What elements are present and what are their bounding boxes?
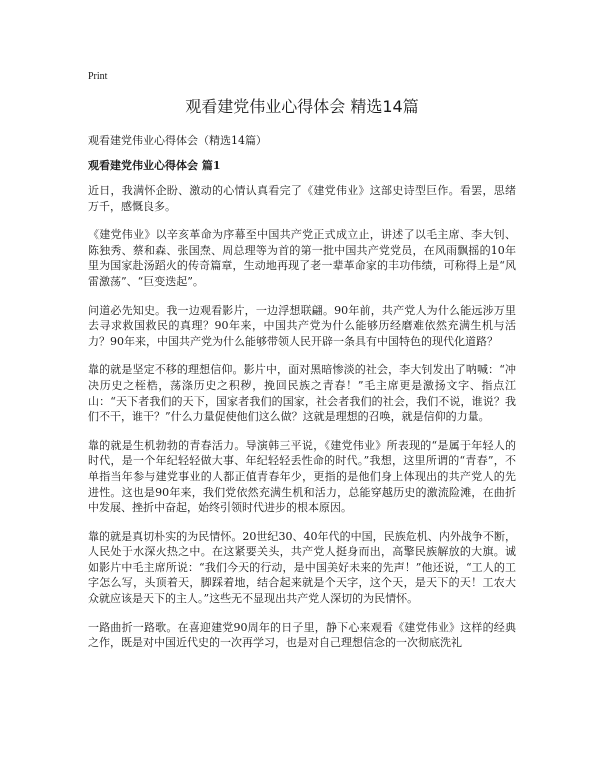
paragraph: 《建党伟业》以辛亥革命为序幕至中国共产党正式成立止，讲述了以毛主席、李大钊、陈独秀、蔡和森、张国焘、周总理等为首的第一批中国共产党党员，在风雨飘摇的10年里为国家赴汤蹈火的传奇篇章，生动地再现了老一辈革命家的丰功伟绩，可称得上是“风雷激荡”、“巨变迭起”。 <box>88 228 516 288</box>
print-label: Print <box>88 71 108 82</box>
document-subtitle: 观看建党伟业心得体会（精选14篇） <box>88 134 267 147</box>
paragraph: 近日，我满怀企盼、激动的心情认真看完了《建党伟业》这部史诗型巨作。看罢，思绪万千，感慨良多。 <box>88 184 516 213</box>
paragraph: 靠的就是生机勃勃的青春活力。导演韩三平说，《建党伟业》所表现的“是属于年轻人的时代，是一个年纪轻轻做大事、年纪轻轻丢性命的时代。”我想，这里所谓的“青春”，不单指当年参与建党事业的人都正值青春年少，更指的是他们身上体现出的共产党人的先进性。这也是90年来，我们党依然充满生机和活力，总能穿越历史的激流险滩，在曲折中发展、挫折中奋起，始终引领时代进步的根本原因。 <box>88 438 516 515</box>
paragraph: 靠的就是真切朴实的为民情怀。20世纪30、40年代的中国，民族危机、内外战争不断，人民处于水深火热之中。在这紧要关头，共产党人挺身而出，高擎民族解放的大旗。诚如影片中毛主席所说：“我们今天的行动，是中国美好未来的先声！”他还说，“工人的工字怎么写，头顶着天，脚踩着地，结合起来就是个天字，这个天，是天下的天！工农大众就应该是天下的主人。”这些无不显现出共产党人深切的为民情怀。 <box>88 529 516 606</box>
paragraph: 一路曲折一路歌。在喜迎建党90周年的日子里，静下心来观看《建党伟业》这样的经典之作，既是对中国近代史的一次再学习，也是对自己理想信念的一次彻底洗礼 <box>88 620 516 650</box>
section-heading: 观看建党伟业心得体会 篇1 <box>88 159 221 172</box>
document-body <box>88 183 516 664</box>
document-title: 观看建党伟业心得体会 精选14篇 <box>185 97 419 116</box>
paragraph: 问道必先知史。我一边观看影片，一边浮想联翩。90年前，共产党人为什么能远涉万里去寻求救国救民的真理？90年来，中国共产党为什么能够历经磨难依然充满生机与活力？90年来，中国共产党为什么能够带领人民开辟一条具有中国特色的现代化道路？ <box>88 303 516 348</box>
paragraph: 靠的就是坚定不移的理想信仰。影片中，面对黑暗惨淡的社会，李大钊发出了呐喊：“冲决历史之桎梏，荡涤历史之积秽，挽回民族之青春！”毛主席更是激扬文字、指点江山：“天下者我们的天下，国家者我们的国家，社会者我们的社会，我们不说，谁说？我们不干，谁干？”什么力量促使他们这么做？这就是理想的召唤，就是信仰的力量。 <box>88 363 516 424</box>
